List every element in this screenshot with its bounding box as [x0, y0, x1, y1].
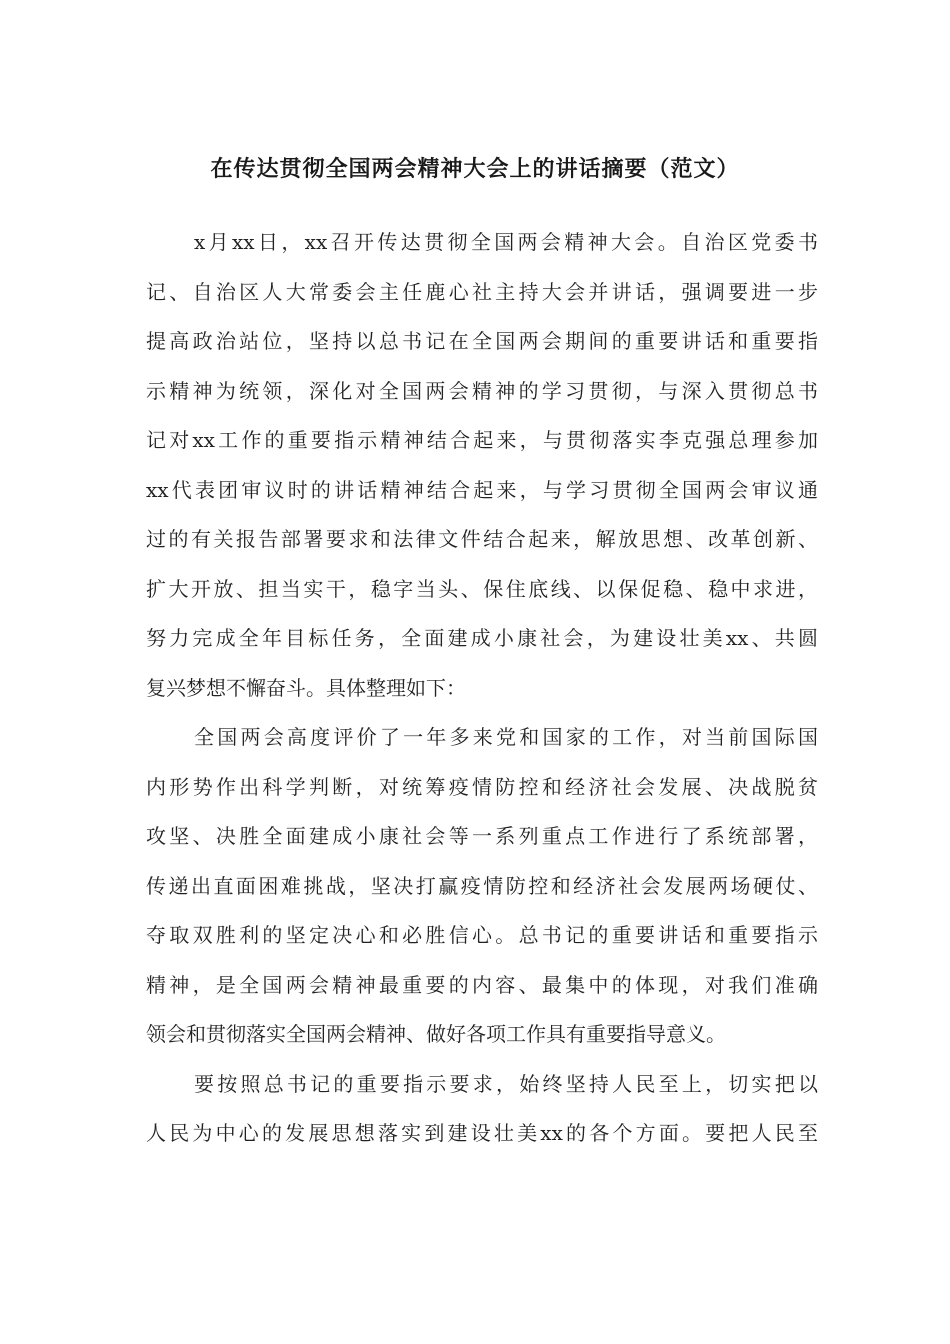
- text-line: 记、自治区人大常委会主任鹿心社主持大会并讲话，强调要进一步: [146, 279, 818, 304]
- text-line: 过的有关报告部署要求和法律文件结合起来，解放思想、改革创新、: [146, 527, 818, 551]
- text-line: x月xx日，xx召开传达贯彻全国两会精神大会。自治区党委书: [194, 230, 818, 254]
- text-line: 记对xx工作的重要指示精神结合起来，与贯彻落实李克强总理参加: [146, 428, 818, 452]
- text-line: 复兴梦想不懈奋斗。具体整理如下：: [146, 675, 466, 700]
- text-line: 人民为中心的发展思想落实到建设壮美xx的各个方面。要把人民至: [146, 1121, 818, 1145]
- text-line: xx代表团审议时的讲话精神结合起来，与学习贯彻全国两会审议通: [146, 477, 818, 502]
- text-line: 传递出直面困难挑战，坚决打赢疫情防控和经济社会发展两场硬仗、: [146, 873, 818, 898]
- text-line: 内形势作出科学判断，对统筹疫情防控和经济社会发展、决战脱贫: [146, 774, 818, 799]
- text-line: 攻坚、决胜全面建成小康社会等一系列重点工作进行了系统部署，: [146, 824, 818, 848]
- text-line: 全国两会高度评价了一年多来党和国家的工作，对当前国际国: [194, 725, 818, 749]
- text-line: 精神，是全国两会精神最重要的内容、最集中的体现，对我们准确: [146, 972, 818, 997]
- document-body: [146, 218, 818, 1159]
- paragraph-3: [146, 1060, 818, 1159]
- text-line: 夺取双胜利的坚定决心和必胜信心。总书记的重要讲话和重要指示: [146, 923, 818, 947]
- text-line: 提高政治站位，坚持以总书记在全国两会期间的重要讲话和重要指: [146, 329, 818, 353]
- text-line: 领会和贯彻落实全国两会精神、做好各项工作具有重要指导意义。: [146, 1022, 726, 1046]
- document-title: 在传达贯彻全国两会精神大会上的讲话摘要（范文）: [210, 157, 740, 182]
- text-line: 努力完成全年目标任务，全面建成小康社会，为建设壮美xx、共圆: [146, 626, 818, 650]
- text-line: 要按照总书记的重要指示要求，始终坚持人民至上，切实把以: [194, 1071, 818, 1096]
- paragraph-2: [146, 713, 818, 1060]
- text-line: 扩大开放、担当实干，稳字当头、保住底线、以保促稳、稳中求进，: [146, 576, 818, 601]
- paragraph-1: [146, 218, 818, 713]
- text-line: 示精神为统领，深化对全国两会精神的学习贯彻，与深入贯彻总书: [146, 378, 818, 403]
